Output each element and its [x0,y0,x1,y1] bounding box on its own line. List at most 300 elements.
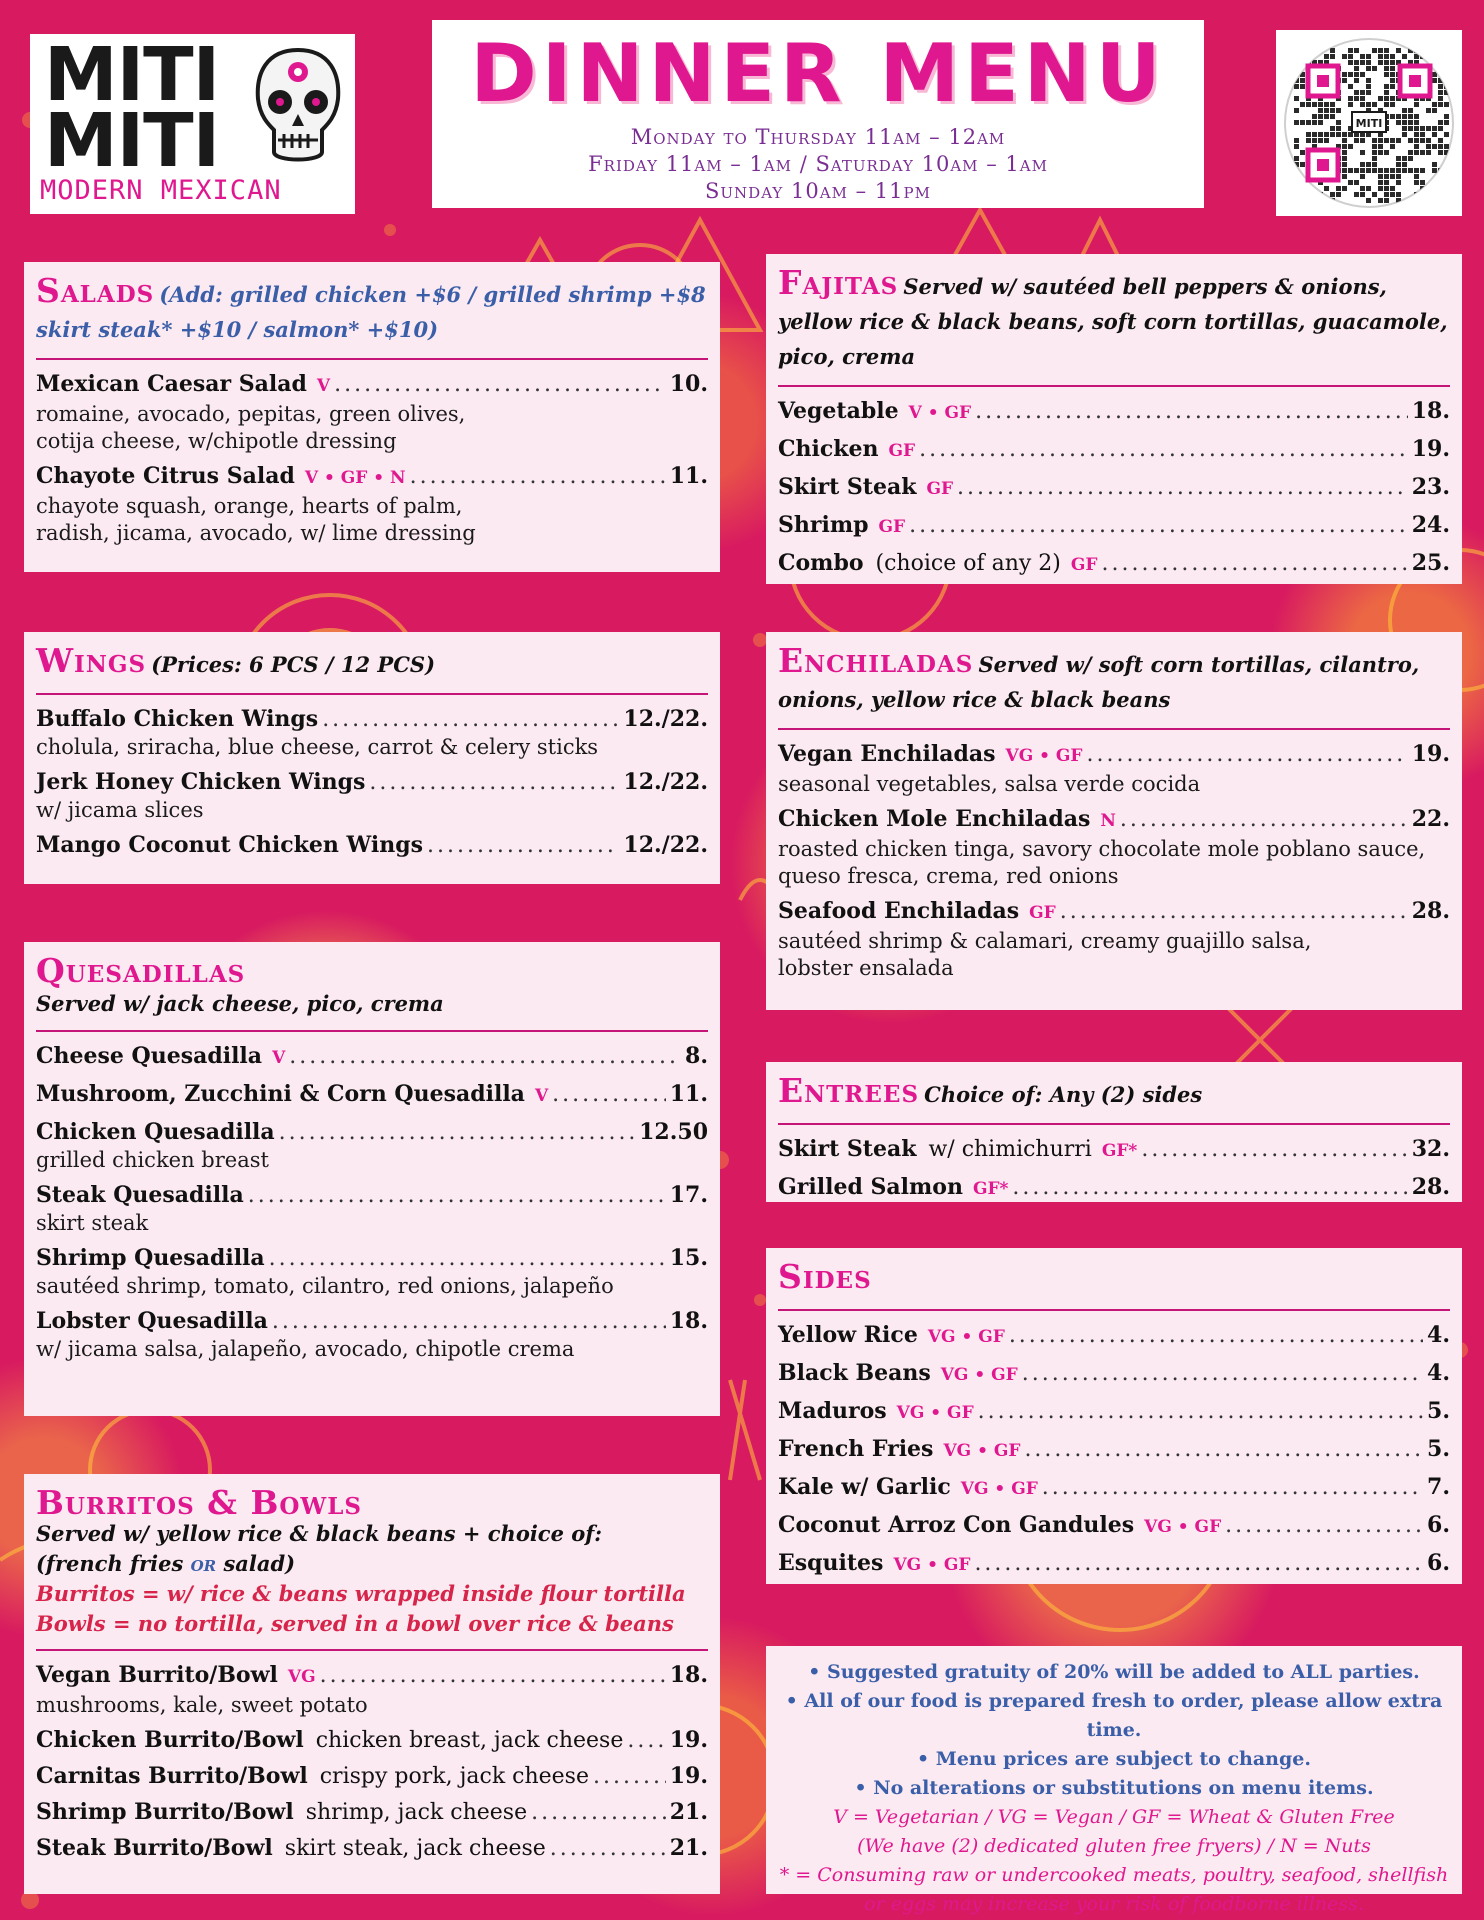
qr-module [1342,150,1347,155]
menu-item: Mushroom, Zucchini & Corn Quesadilla V ..... 11. [36,1080,708,1111]
qr-module [1438,102,1443,107]
menu-item: Skirt Steak GF ..... 23. [778,473,1450,504]
qr-module [1294,174,1299,179]
menu-item: Shrimp GF ..... 24. [778,511,1450,542]
qr-module [1426,138,1431,143]
menu-item: Shrimp Burrito/Bowl shrimp, jack cheese ..... 21. [36,1798,708,1827]
qr-module [1342,186,1347,191]
qr-module [1342,132,1347,137]
menu-item: Yellow Rice VG • GF ..... 4. [778,1321,1450,1352]
qr-module [1348,96,1353,101]
section-title: Burritos & Bowls [36,1483,363,1522]
diet-tags: VG • GF [927,1327,1005,1347]
qr-module [1390,102,1395,107]
qr-module [1414,132,1419,137]
qr-module [1378,48,1383,53]
qr-module [1300,102,1305,107]
qr-module [1366,102,1371,107]
qr-module [1360,186,1365,191]
qr-module [1318,198,1323,203]
qr-module [1444,114,1449,119]
bowl-definition: Bowls = no tortilla, served in a bowl over rice & beans [36,1611,674,1636]
qr-module [1342,138,1347,143]
section-quesadillas [24,942,720,1416]
price: 11. [669,1081,708,1107]
qr-module [1444,168,1449,173]
qr-module [1414,174,1419,179]
qr-module [1438,144,1443,149]
menu-item: Chicken Quesadilla ..... 12.50 [36,1118,708,1147]
divider [36,1649,708,1651]
diet-tags: V [316,376,331,396]
price: 21. [669,1835,708,1861]
qr-module [1354,138,1359,143]
qr-module [1402,162,1407,167]
qr-module [1354,78,1359,83]
qr-module [1294,84,1299,89]
item-description: grilled chicken breast [36,1148,269,1172]
qr-module [1306,48,1311,53]
price: 19. [669,1727,708,1753]
qr-module [1336,192,1341,197]
qr-module [1384,168,1389,173]
qr-module [1366,162,1371,167]
menu-item: Chayote Citrus Salad V • GF • N ..... 11. [36,462,708,493]
qr-module [1330,126,1335,131]
menu-item: Mango Coconut Chicken Wings ..... 12./22. [36,831,708,860]
notice-line: • No alterations or substitutions on menu items. [854,1777,1374,1799]
qr-module [1402,54,1407,59]
qr-module [1384,96,1389,101]
qr-module [1366,54,1371,59]
price: 6. [1427,1512,1450,1538]
qr-module [1444,72,1449,77]
qr-module [1378,150,1383,155]
qr-module [1318,114,1323,119]
divider [36,1030,708,1032]
qr-module [1402,114,1407,119]
diet-tags: VG • GF [893,1555,971,1575]
qr-module [1348,48,1353,53]
qr-module [1420,168,1425,173]
menu-item: Lobster Quesadilla ..... 18. [36,1307,708,1336]
qr-module [1420,150,1425,155]
price: 28. [1411,898,1450,924]
menu-item: Combo (choice of any 2) GF ..... 25. [778,549,1450,580]
qr-module [1324,54,1329,59]
qr-module [1384,90,1389,95]
qr-module [1444,102,1449,107]
qr-module [1348,72,1353,77]
qr-module [1408,120,1413,125]
qr-module [1384,192,1389,197]
qr-module [1312,102,1317,107]
price: 19. [1411,741,1450,767]
qr-module [1426,192,1431,197]
qr-module [1438,126,1443,131]
qr-module [1312,132,1317,137]
menu-item: Chicken Mole Enchiladas N ..... 22. [778,805,1450,836]
notice-line: • All of our food is prepared fresh to order, please allow extra time. [785,1690,1443,1741]
qr-module [1396,156,1401,161]
qr-module [1426,144,1431,149]
qr-module [1432,132,1437,137]
qr-module [1306,138,1311,143]
qr-module [1432,186,1437,191]
qr-module [1396,174,1401,179]
menu-item: Vegetable V • GF ..... 18. [778,397,1450,428]
qr-module [1294,192,1299,197]
menu-item: Vegan Burrito/Bowl VG ..... 18. [36,1661,708,1692]
qr-module [1342,156,1347,161]
section-note: (Add: grilled chicken +$6 / grilled shrimp +$8 skirt steak* +$10 / salmon* +$10) [36,282,706,342]
qr-module [1438,138,1443,143]
qr-module [1318,108,1323,113]
logo-subtitle: MODERN MEXICAN [40,175,282,206]
qr-module [1378,180,1383,185]
qr-module [1378,198,1383,203]
qr-module [1366,78,1371,83]
menu-item: Vegan Enchiladas VG • GF ..... 19. [778,740,1450,771]
qr-module [1336,108,1341,113]
qr-module [1432,162,1437,167]
price: 19. [669,1763,708,1789]
menu-item: Kale w/ Garlic VG • GF ..... 7. [778,1473,1450,1504]
qr-module [1312,120,1317,125]
qr-module [1384,180,1389,185]
section-title: Wings [36,641,147,680]
diet-tags: GF [888,441,916,461]
qr-module [1324,102,1329,107]
qr-module [1378,60,1383,65]
section-title: Quesadillas [36,951,246,990]
qr-module [1432,198,1437,203]
price: 25. [1411,550,1450,576]
menu-item: Maduros VG • GF ..... 5. [778,1397,1450,1428]
item-description: sautéed shrimp, tomato, cilantro, red onions, jalapeño [36,1274,614,1298]
section-title: Enchiladas [778,641,974,680]
qr-module [1300,150,1305,155]
price: 7. [1427,1474,1450,1500]
qr-module [1372,150,1377,155]
qr-module [1384,54,1389,59]
price: 5. [1427,1436,1450,1462]
divider [778,385,1450,387]
qr-module [1354,96,1359,101]
qr-module [1348,60,1353,65]
menu-item: Grilled Salmon GF* ..... 28. [778,1173,1450,1204]
qr-module [1438,84,1443,89]
qr-module [1378,174,1383,179]
price: 22. [1411,806,1450,832]
qr-module [1312,114,1317,119]
section-entrees [766,1062,1462,1202]
qr-module [1324,132,1329,137]
qr-module [1294,120,1299,125]
logo-word-2: MITI [44,98,220,184]
price: 4. [1427,1360,1450,1386]
qr-module [1360,96,1365,101]
qr-module [1372,168,1377,173]
price: 8. [685,1043,708,1069]
qr-module [1420,180,1425,185]
hours-line: Friday 11am – 1am / Saturday 10am – 1am [588,152,1048,176]
qr-module [1360,162,1365,167]
legend-line: (We have (2) dedicated gluten free fryers) / N = Nuts [857,1835,1371,1857]
qr-module [1420,48,1425,53]
divider [778,728,1450,730]
qr-module [1408,150,1413,155]
item-description: chayote squash, orange, hearts of palm, [36,494,463,518]
qr-module [1306,102,1311,107]
qr-module [1306,54,1311,59]
price: 18. [1411,398,1450,424]
price: 10. [669,371,708,397]
qr-module [1396,48,1401,53]
qr-module [1432,192,1437,197]
price: 32. [1411,1136,1450,1162]
qr-module [1414,144,1419,149]
section-salads [24,262,720,572]
qr-module [1342,72,1347,77]
qr-module [1438,150,1443,155]
qr-module [1372,192,1377,197]
qr-module [1372,48,1377,53]
qr-module [1324,186,1329,191]
qr-module [1390,78,1395,83]
qr-module [1402,132,1407,137]
qr-module [1396,180,1401,185]
qr-module [1414,168,1419,173]
qr-module [1426,150,1431,155]
diet-tags: VG • GF [1005,746,1083,766]
hours-line: Monday to Thursday 11am – 12am [630,125,1006,149]
section-note: Served w/ yellow rice & black beans + choice of: [36,1521,603,1546]
qr-module [1444,192,1449,197]
qr-module [1432,102,1437,107]
qr-module [1438,48,1443,53]
qr-module [1354,180,1359,185]
qr-module [1414,198,1419,203]
qr-module [1366,60,1371,65]
section-title: Fajitas [778,263,899,302]
qr-module [1354,192,1359,197]
diet-tags: VG • GF [896,1403,974,1423]
qr-module [1444,144,1449,149]
qr-module [1378,54,1383,59]
qr-module [1426,198,1431,203]
qr-module [1420,138,1425,143]
menu-item: Shrimp Quesadilla ..... 15. [36,1244,708,1273]
qr-module [1390,54,1395,59]
legend-line: or eggs may increase your risk of foodborne illness. [864,1893,1364,1915]
qr-module [1432,144,1437,149]
qr-module [1360,72,1365,77]
item-description: w/ jicama slices [36,798,204,822]
menu-item: Seafood Enchiladas GF ..... 28. [778,897,1450,928]
qr-module [1384,102,1389,107]
qr-module [1360,138,1365,143]
diet-tags: VG • GF [1144,1517,1222,1537]
item-description: cholula, sriracha, blue cheese, carrot & celery sticks [36,735,599,759]
diet-tags: V [272,1048,286,1068]
logo [30,34,355,214]
legend-line: V = Vegetarian / VG = Vegan / GF = Wheat & Gluten Free [833,1806,1395,1828]
qr-module [1348,144,1353,149]
qr-module [1438,180,1443,185]
divider [36,358,708,360]
qr-module [1414,114,1419,119]
menu-item: Esquites VG • GF ..... 6. [778,1549,1450,1580]
qr-module [1342,168,1347,173]
footer-notes [766,1646,1462,1915]
divider [36,693,708,695]
qr-module [1408,108,1413,113]
item-description: sautéed shrimp & calamari, creamy guajillo salsa, [778,929,1312,953]
qr-module [1378,168,1383,173]
qr-module [1354,72,1359,77]
qr-code-icon [1284,38,1454,208]
price: 18. [669,1308,708,1334]
qr-module [1390,84,1395,89]
qr-module [1414,126,1419,131]
qr-module [1396,114,1401,119]
qr-module [1306,132,1311,137]
qr-module [1342,162,1347,167]
qr-module [1390,138,1395,143]
qr-module [1390,192,1395,197]
qr-module [1432,180,1437,185]
section-burritos-bowls [24,1474,720,1894]
qr-module [1378,138,1383,143]
qr-module [1384,60,1389,65]
menu-item: Carnitas Burrito/Bowl crispy pork, jack cheese ..... 19. [36,1762,708,1791]
qr-module [1384,198,1389,203]
qr-module [1372,138,1377,143]
qr-module [1384,138,1389,143]
qr-module [1444,66,1449,71]
diet-tags: N [1100,811,1116,831]
qr-module [1324,114,1329,119]
menu-item: Mexican Caesar Salad V ..... 10. [36,370,708,401]
qr-module [1420,198,1425,203]
section-fajitas [766,254,1462,584]
item-description: skirt steak [36,1211,149,1235]
menu-item: Chicken GF ..... 19. [778,435,1450,466]
diet-tags: GF [878,517,906,537]
item-description: radish, jicama, avocado, w/ lime dressing [36,521,476,545]
qr-module [1348,102,1353,107]
qr-module [1408,126,1413,131]
price: 24. [1411,512,1450,538]
qr-module [1402,156,1407,161]
price: 6. [1427,1550,1450,1576]
qr-module [1444,120,1449,125]
menu-item: Chicken Burrito/Bowl chicken breast, jack cheese ..... 19. [36,1726,708,1755]
qr-module [1342,174,1347,179]
qr-module [1360,168,1365,173]
qr-code[interactable] [1276,30,1462,216]
qr-module [1372,102,1377,107]
qr-module [1300,84,1305,89]
qr-module [1396,162,1401,167]
qr-module [1330,102,1335,107]
qr-module [1378,186,1383,191]
section-title: Salads [36,271,155,310]
item-description: roasted chicken tinga, savory chocolate mole poblano sauce, [778,837,1426,861]
qr-module [1432,168,1437,173]
qr-module [1348,84,1353,89]
qr-module [1384,186,1389,191]
qr-module [1294,156,1299,161]
burrito-definition: Burritos = w/ rice & beans wrapped inside flour tortilla [36,1581,686,1606]
qr-module [1444,132,1449,137]
item-description: queso fresca, crema, red onions [778,864,1119,888]
qr-module [1360,150,1365,155]
qr-module [1360,174,1365,179]
qr-module [1402,168,1407,173]
price: 19. [1411,436,1450,462]
menu-item: Black Beans VG • GF ..... 4. [778,1359,1450,1390]
qr-module [1300,162,1305,167]
price: 12./22. [623,832,708,858]
qr-module [1432,108,1437,113]
diet-tags: GF [926,479,954,499]
diet-tags: VG • GF [943,1441,1021,1461]
item-description: cotija cheese, w/chipotle dressing [36,429,397,453]
qr-module [1366,168,1371,173]
qr-module [1312,192,1317,197]
diet-tags: GF* [1101,1141,1138,1161]
qr-module [1390,114,1395,119]
qr-module [1336,120,1341,125]
qr-module [1444,186,1449,191]
price: 28. [1411,1174,1450,1200]
qr-module [1300,120,1305,125]
qr-module [1432,78,1437,83]
qr-module [1300,54,1305,59]
price: 21. [669,1799,708,1825]
menu-item: Jerk Honey Chicken Wings ..... 12./22. [36,768,708,797]
qr-module [1330,132,1335,137]
qr-module [1390,96,1395,101]
qr-module [1330,114,1335,119]
logo-word-1: MITI [44,32,220,118]
qr-module [1390,186,1395,191]
qr-module [1432,72,1437,77]
qr-module [1360,60,1365,65]
price: 5. [1427,1398,1450,1424]
price: 18. [669,1662,708,1688]
qr-module [1438,120,1443,125]
qr-module [1324,108,1329,113]
qr-module [1414,102,1419,107]
qr-module [1300,78,1305,83]
qr-module [1312,138,1317,143]
qr-module [1444,48,1449,53]
qr-module [1384,66,1389,71]
qr-module [1360,54,1365,59]
qr-module [1438,90,1443,95]
qr-module [1402,108,1407,113]
qr-module [1414,180,1419,185]
notice-line: • Menu prices are subject to change. [917,1748,1311,1770]
diet-tags: V • GF • N [304,468,406,488]
qr-module [1330,54,1335,59]
qr-module [1432,54,1437,59]
price: 12.50 [639,1119,708,1145]
qr-module [1366,90,1371,95]
